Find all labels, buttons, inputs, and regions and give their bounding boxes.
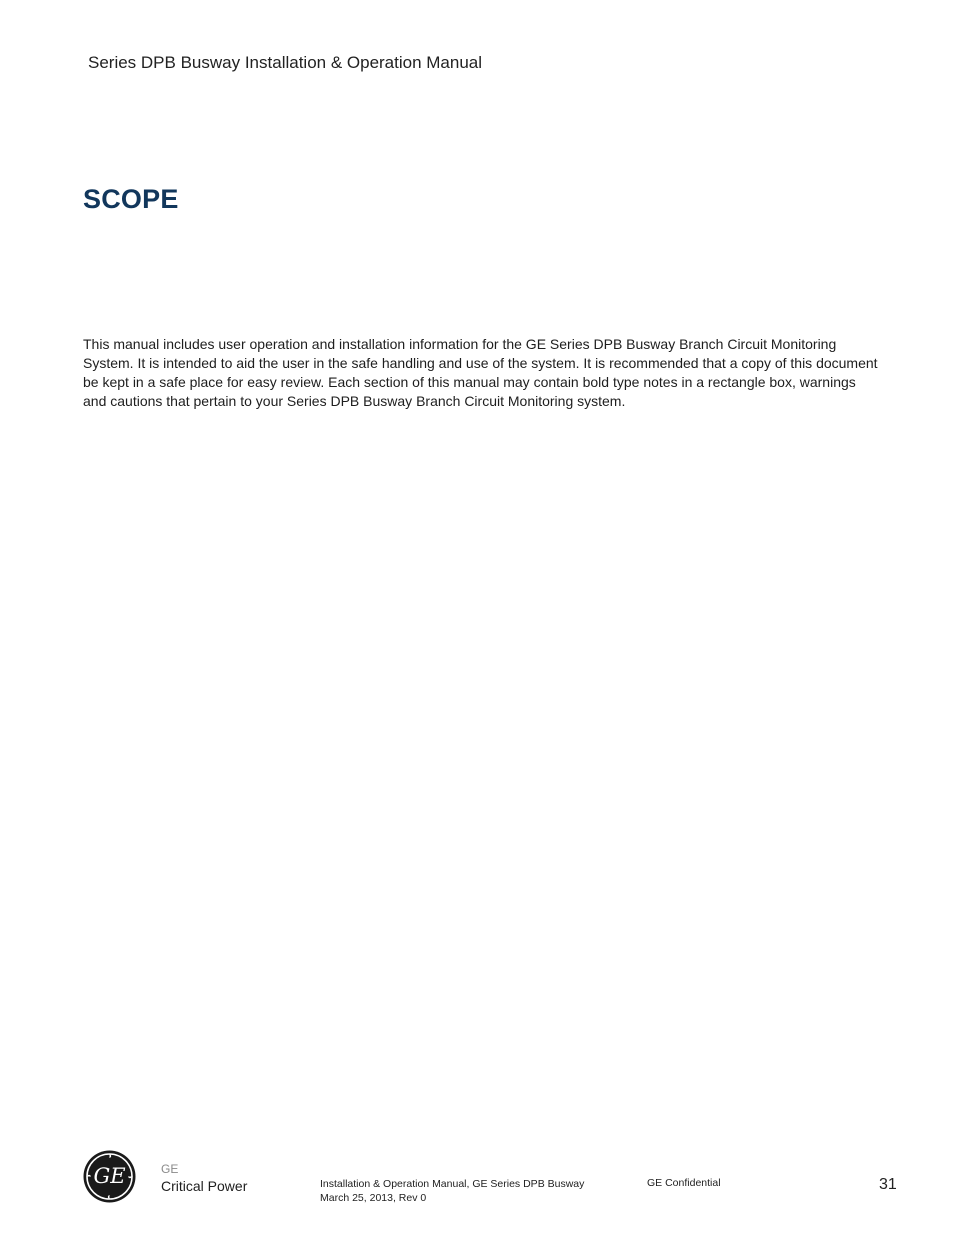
footer-doc-info: [320, 1177, 584, 1205]
footer-doc-title: Installation & Operation Manual, GE Series DPB Busway: [320, 1178, 585, 1190]
footer-brand: [161, 1161, 247, 1194]
scope-paragraph: This manual includes user operation and installation information for the GE Series DPB Busway Branch Circuit Monitoring System. It is intended to aid the user in the safe handling and use of the system. It is recommended that a copy of this document be kept in a safe place for easy review. Each section of this manual may contain bold type notes in a rectangle box, warnings and cautions that pertain to your Series DPB Busway Branch Circuit Monitoring system.: [83, 336, 878, 409]
footer-confidential: GE Confidential: [647, 1177, 721, 1189]
ge-logo-icon: [83, 1150, 136, 1203]
page-number: 31: [879, 1176, 897, 1193]
logo-monogram: GE: [93, 1164, 126, 1188]
brand-name: Critical Power: [161, 1178, 248, 1194]
brand-small: GE: [161, 1162, 179, 1176]
section-title: SCOPE: [83, 184, 179, 214]
running-header: Series DPB Busway Installation & Operation Manual: [88, 53, 483, 72]
footer-doc-date: March 25, 2013, Rev 0: [320, 1192, 427, 1204]
